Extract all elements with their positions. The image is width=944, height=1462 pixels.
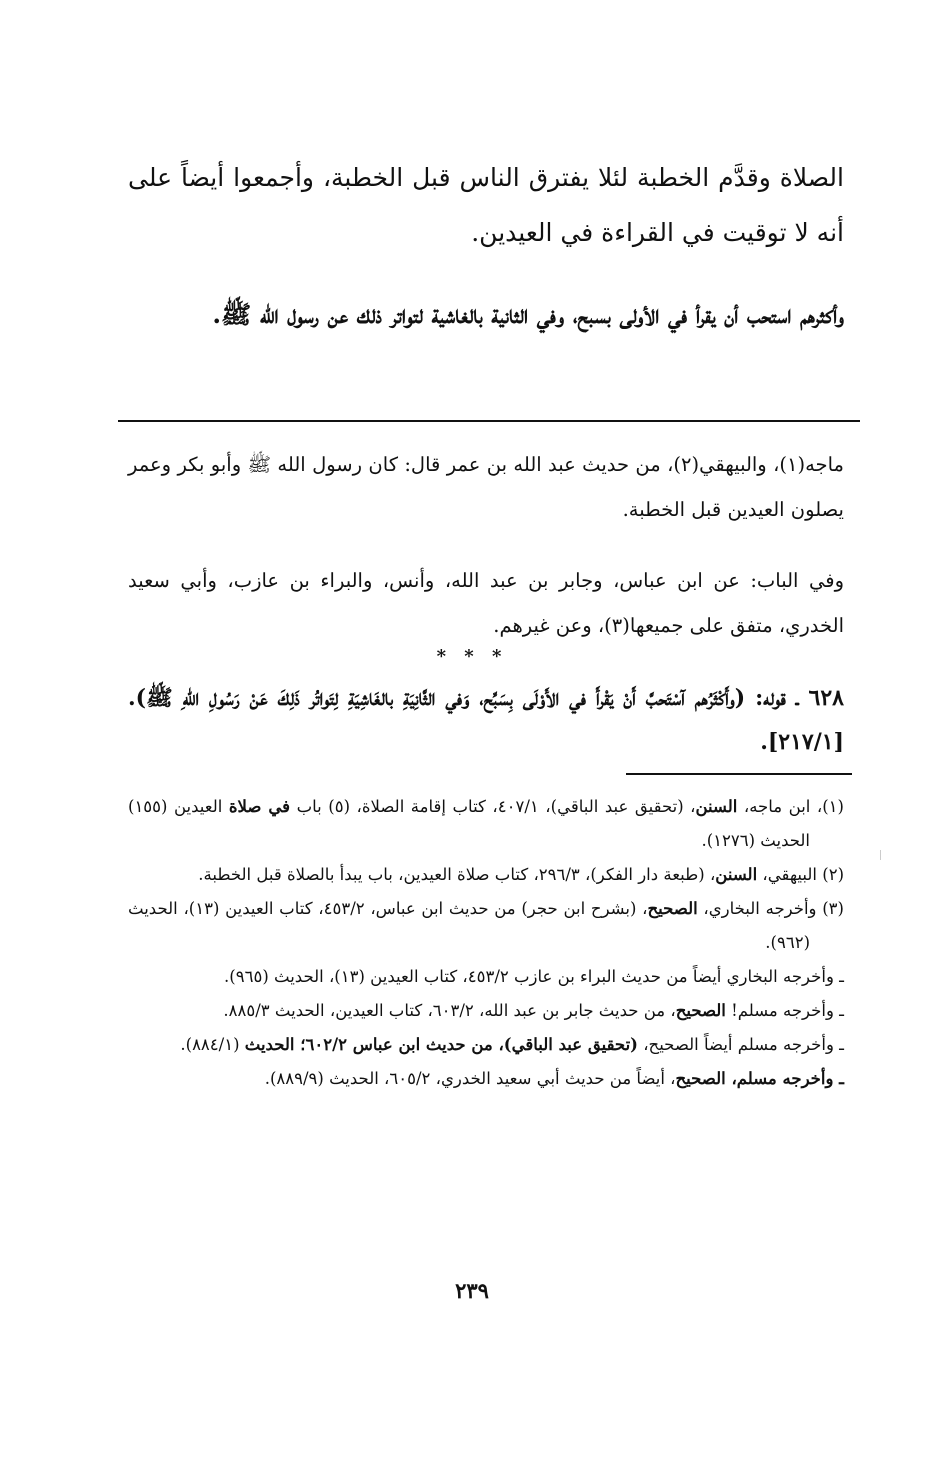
footnote-1: [128, 790, 844, 858]
footnote-text: ـ وأخرجه مسلم!: [725, 1001, 844, 1020]
footnote-number: (٢): [822, 865, 844, 884]
footnote-text: البيهقي،: [757, 865, 823, 884]
footnote-3-sub-2: [128, 994, 844, 1028]
section-separator-stars: * * *: [436, 646, 508, 667]
footnote-bold-text: (تحقيق عبد الباقي)، من حديث ابن عباس ٦٠٢/٢؛ الحديث: [244, 1035, 638, 1054]
footnote-text: ـ وأخرجه مسلم أيضاً الصحيح،: [637, 1035, 844, 1054]
footnote-text: وأخرجه البخاري،: [697, 899, 823, 918]
footnote-text: ، (تحقيق عبد الباقي)، ٤٠٧/١، كتاب إقامة الصلاة، (٥) باب: [290, 797, 696, 816]
footnote-book-title: الصحيح: [675, 1069, 726, 1088]
scan-edge-mark: [880, 850, 881, 860]
footnote-number: (١): [822, 797, 844, 816]
footnote-text: (٨٨٤/١).: [180, 1035, 245, 1054]
footnote-3-sub-1: ـ وأخرجه البخاري أيضاً من حديث البراء بن عازب ٤٥٣/٢، كتاب العيدين (١٣)، الحديث (٩٦٥).: [224, 967, 844, 986]
footnote-bold-text: في صلاة: [228, 797, 291, 816]
footnote-bold-text: ـ وأخرجه مسلم،: [725, 1069, 844, 1088]
footnote-book-title: السنن: [715, 865, 758, 884]
commentary-entry-628: ٦٢٨ ـ قوله: (وأَكْثَرُهم آسْتَحبَّ أَنْ يَقْرأَ في الأَوْلَى بِسَبِّح، وَفي الثَّانِيَةِ بالغَاشِيَةِ لِتَواتُر ذَلِكَ عَنْ رَسُولِ اللهِ ﷺ). [٢١٧/١].: [128, 685, 844, 755]
footnote-3: [128, 892, 844, 960]
commentary-paragraph-2: وفي الباب: عن ابن عباس، وجابر بن عبد الله، وأنس، والبراء بن عازب، وأبي سعيد الخدري، متفق على جميعها(٣)، وعن غيرهم.: [128, 569, 844, 637]
footnote-text: ، (طبعة دار الفكر)، ٢٩٦/٣، كتاب صلاة العيدين، باب يبدأ بالصلاة قبل الخطبة.: [198, 865, 716, 884]
footnote-text: ، أيضاً من حديث أبي سعيد الخدري، ٦٠٥/٢، الحديث (٨٨٩/٩).: [264, 1069, 676, 1088]
footnote-3-sub-4: [128, 1062, 844, 1096]
footnote-divider: [626, 773, 852, 775]
page-number: ٢٣٩: [455, 1278, 489, 1303]
footnote-text: ، ابن ماجه،: [737, 797, 823, 816]
commentary-paragraph-1: ماجه(١)، والبيهقي(٢)، من حديث عبد الله بن عمر قال: كان رسول الله ﷺ وأبو بكر وعمر يصلون العيدين قبل الخطبة.: [128, 453, 845, 521]
footnote-text: ، من حديث جابر بن عبد الله، ٦٠٣/٢، كتاب العيدين، الحديث ٨٨٥/٣.: [223, 1001, 676, 1020]
footnote-book-title: الصحيح: [675, 1001, 726, 1020]
footnote-2: [128, 858, 844, 892]
main-text-paragraph-2: وأكثرهم استحب أن يقرأ في الأولى بسبح، وفي الثانية بالغاشية لتواتر ذلك عن رسول الله ﷺ.: [212, 300, 844, 329]
footnote-book-title: الصحيح: [647, 899, 698, 918]
footnote-number: (٣): [822, 899, 844, 918]
footnote-text: العيدين (١٥٥) الحديث (١٢٧٦).: [128, 797, 810, 850]
main-text-paragraph-1: الصلاة وقدَّم الخطبة لئلا يفترق الناس قبل الخطبة، وأجمعوا أيضاً على أنه لا توقيت في القراءة في العيدين.: [128, 163, 844, 247]
footnote-text: ، (بشرح ابن حجر) من حديث ابن عباس، ٤٥٣/٢، كتاب العيدين (١٣)، الحديث (٩٦٢).: [128, 899, 810, 952]
section-divider: [118, 420, 860, 422]
footnote-3-sub-3: [128, 1028, 844, 1062]
footnotes: [128, 790, 844, 1096]
footnote-book-title: السنن: [695, 797, 738, 816]
